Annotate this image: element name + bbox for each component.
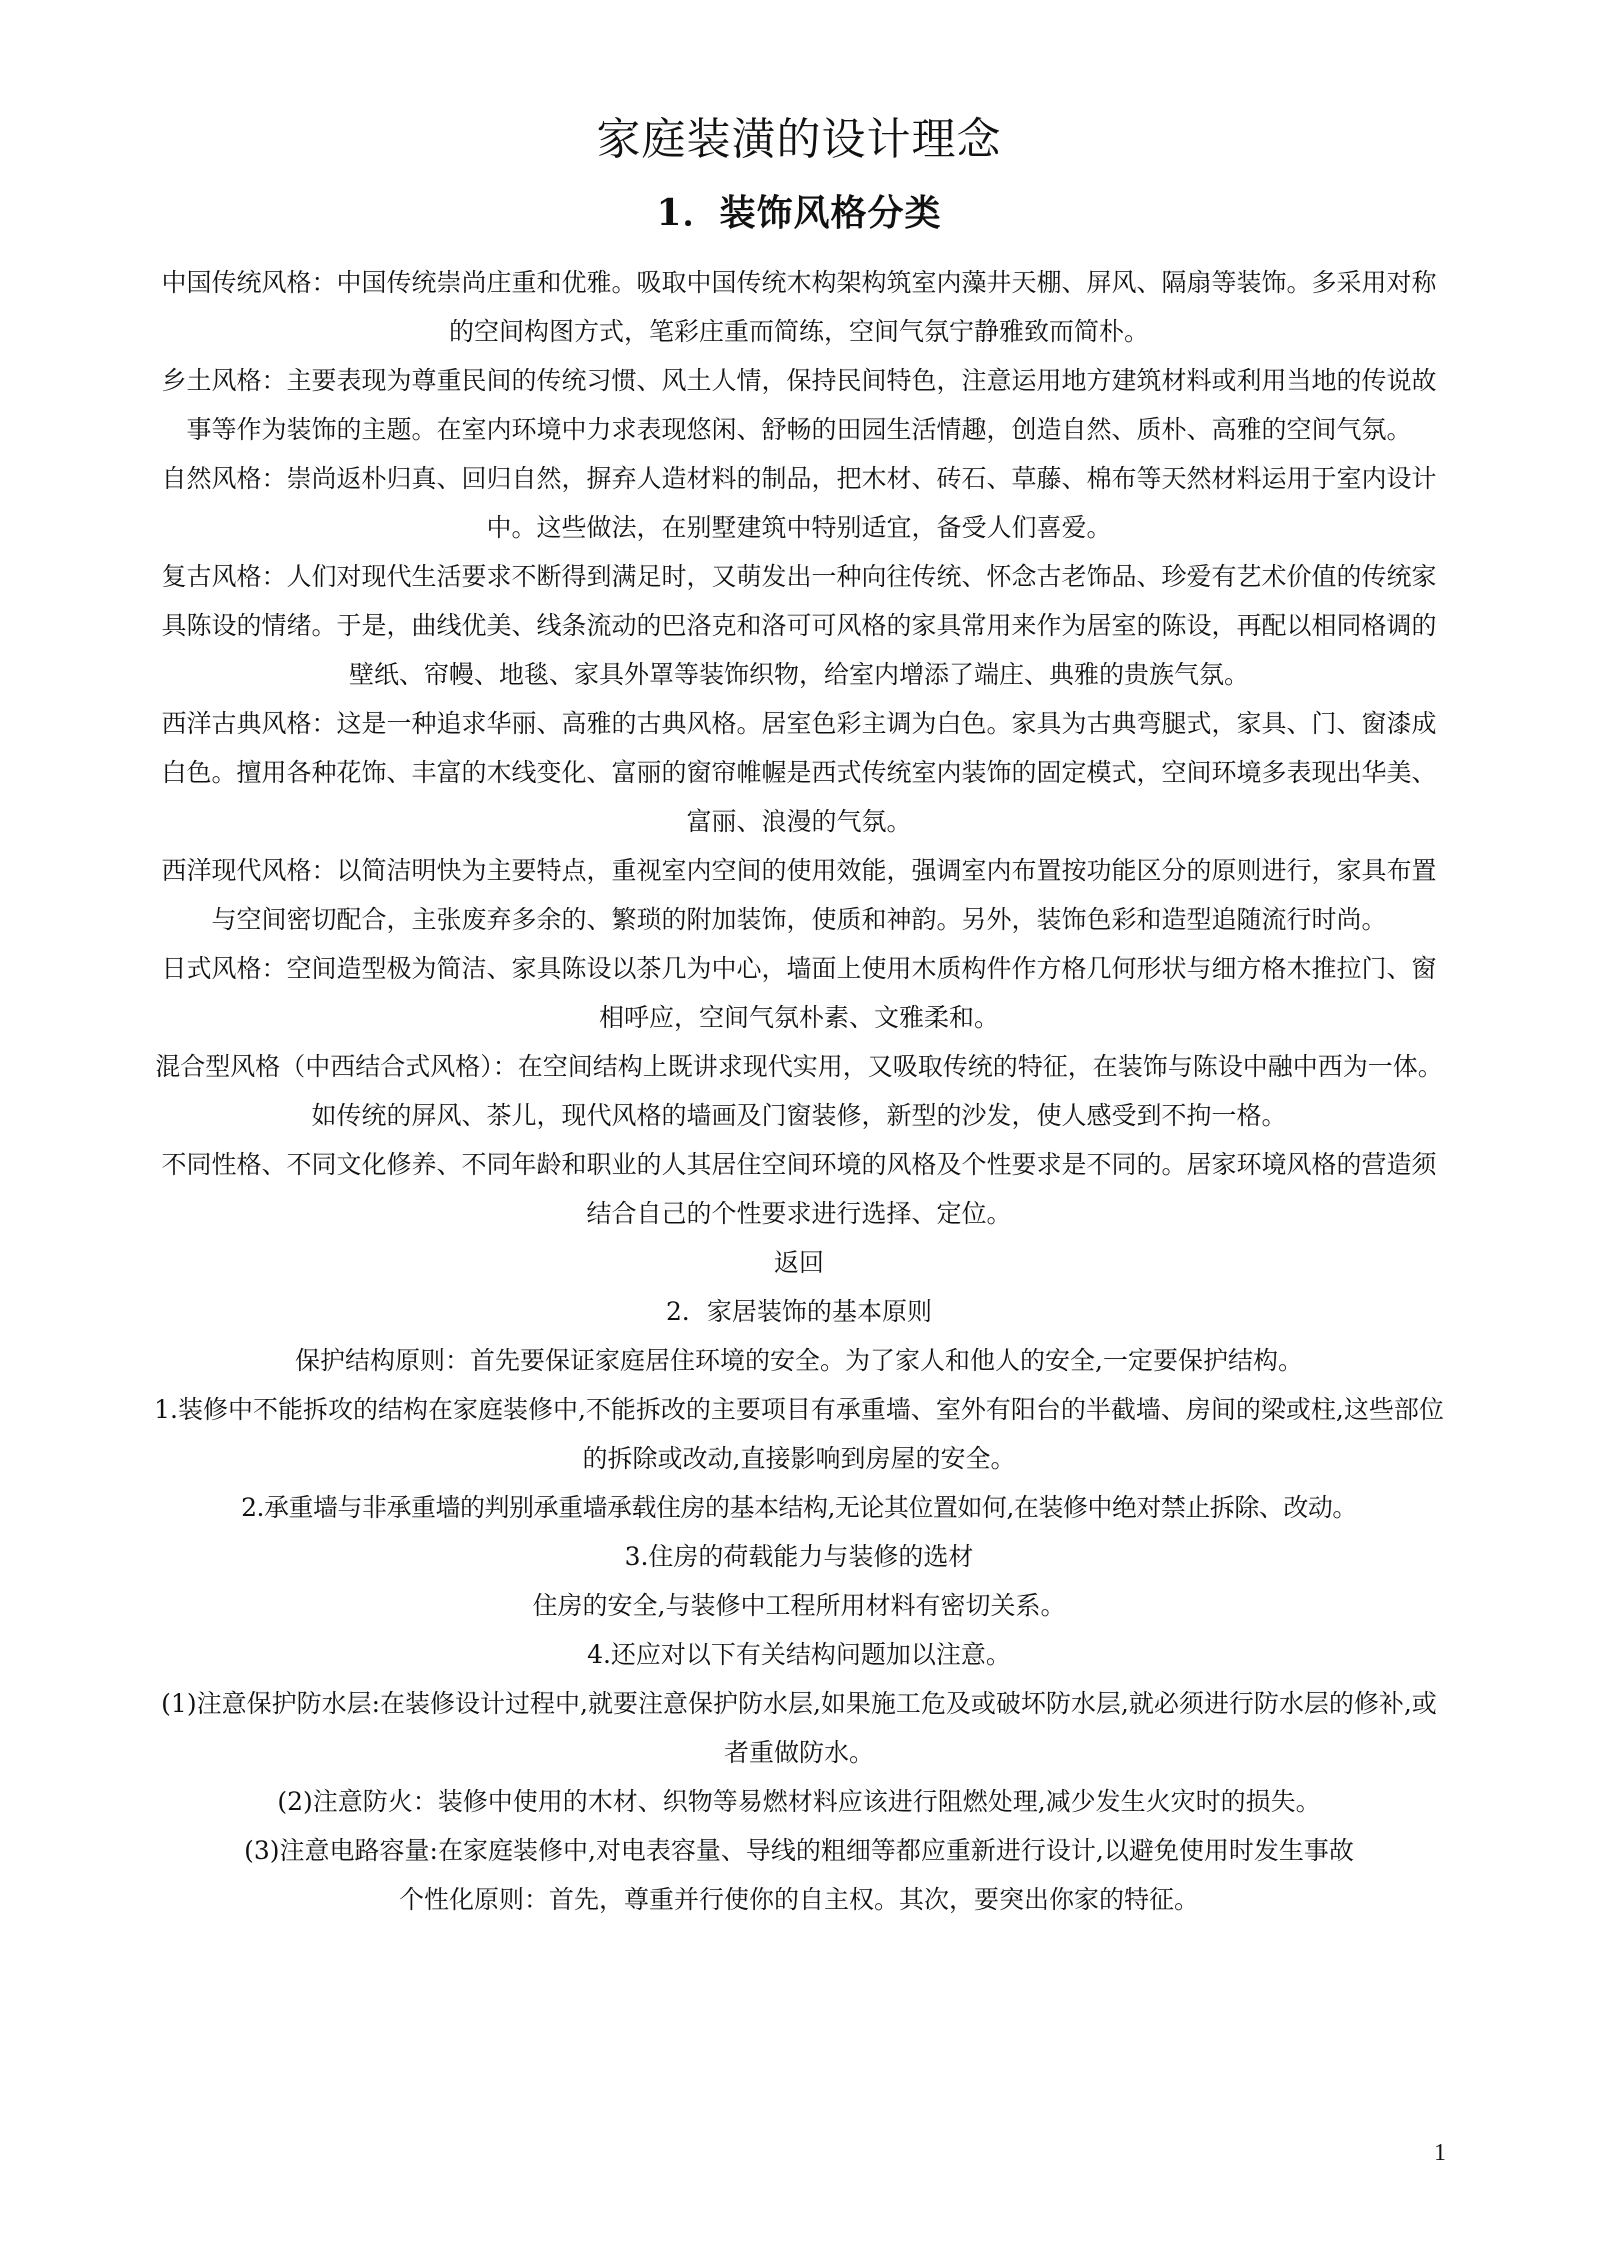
style-paragraph-mixed: 混合型风格（中西结合式风格）：在空间结构上既讲求现代实用，又吸取传统的特征，在装饰与陈设中融中西为一体。如传统的屏风、茶儿，现代风格的墙画及门窗装修，新型的沙发，使人感受到不拘一格。 (155, 1052, 1443, 1130)
principle-item-1: 1.装修中不能拆攻的结构在家庭装修中,不能拆改的主要项目有承重墙、室外有阳台的半截墙、房间的梁或柱,这些部位的拆除或改动,直接影响到房屋的安全。 (154, 1395, 1444, 1473)
document-title: 家庭装潢的设计理念 (596, 114, 1002, 165)
style-paragraph-rustic: 乡土风格：主要表现为尊重民间的传统习惯、风土人情，保持民间特色，注意运用地方建筑材料或利用当地的传说故事等作为装饰的主题。在室内环境中力求表现悠闲、舒畅的田园生活情趣，创造自然、质朴、高雅的空间气氛。 (161, 366, 1437, 444)
style-paragraph-natural: 自然风格：崇尚返朴归真、回归自然，摒弃人造材料的制品，把木材、砖石、草藤、棉布等天然材料运用于室内设计中。这些做法，在别墅建筑中特别适宜，备受人们喜爱。 (161, 464, 1437, 542)
principle-personalization: 个性化原则：首先，尊重并行使你的自主权。其次，要突出你家的特征。 (398, 1885, 1199, 1914)
style-paragraph-western-modern: 西洋现代风格：以简洁明快为主要特点，重视室内空间的使用效能，强调室内布置按功能区分的原则进行，家具布置与空间密切配合，主张废弃多余的、繁琐的附加装饰，使质和神韵。另外，装饰色彩和造型追随流行时尚。 (161, 856, 1437, 934)
style-paragraph-summary: 不同性格、不同文化修养、不同年龄和职业的人其居住空间环境的风格及个性要求是不同的。居家环境风格的营造须结合自己的个性要求进行选择、定位。 (161, 1150, 1437, 1228)
principle-subitem-fire: (2)注意防火：装修中使用的木材、织物等易燃材料应该进行阻燃处理,减少发生火灾时的损失。 (277, 1787, 1321, 1816)
section-1-title: 1．装饰风格分类 (656, 192, 942, 234)
principle-subitem-waterproof: (1)注意保护防水层:在装修设计过程中,就要注意保护防水层,如果施工危及或破坏防水层,就必须进行防水层的修补,或者重做防水。 (161, 1689, 1437, 1767)
style-paragraph-western-classical: 西洋古典风格：这是一种追求华丽、高雅的古典风格。居室色彩主调为白色。家具为古典弯腿式，家具、门、窗漆成白色。擅用各种花饰、丰富的木线变化、富丽的窗帘帷幄是西式传统室内装饰的固定模式，空间环境多表现出华美、富丽、浪漫的气氛。 (161, 709, 1437, 836)
principle-item-3-detail: 住房的安全,与装修中工程所用材料有密切关系。 (532, 1591, 1066, 1620)
principle-subitem-circuit: (3)注意电路容量:在家庭装修中,对电表容量、导线的粗细等都应重新进行设计,以避免使用时发生事故 (244, 1836, 1354, 1865)
style-paragraph-retro: 复古风格：人们对现代生活要求不断得到满足时，又萌发出一种向往传统、怀念古老饰品、珍爱有艺术价值的传统家具陈设的情绪。于是，曲线优美、线条流动的巴洛克和洛可可风格的家具常用来作为居室的陈设，再配以相同格调的壁纸、帘幔、地毯、家具外罩等装饰织物，给室内增添了端庄、典雅的贵族气氛。 (161, 562, 1437, 689)
section-2-title: 2．家居装饰的基本原则 (666, 1297, 932, 1326)
principle-structure-protection: 保护结构原则：首先要保证家庭居住环境的安全。为了家人和他人的安全,一定要保护结构。 (295, 1346, 1303, 1375)
style-paragraph-chinese-traditional: 中国传统风格：中国传统崇尚庄重和优雅。吸取中国传统木构架构筑室内藻井天棚、屏风、隔扇等装饰。多采用对称的空间构图方式，笔彩庄重而简练，空间气氛宁静雅致而简朴。 (161, 268, 1437, 346)
principle-item-4: 4.还应对以下有关结构问题加以注意。 (587, 1640, 1011, 1669)
principle-item-2: 2.承重墙与非承重墙的判别承重墙承载住房的基本结构,无论其位置如何,在装修中绝对禁止拆除、改动。 (241, 1493, 1357, 1522)
style-paragraph-japanese: 日式风格：空间造型极为简洁、家具陈设以茶几为中心，墙面上使用木质构件作方格几何形状与细方格木推拉门、窗相呼应，空间气氛朴素、文雅柔和。 (161, 954, 1437, 1032)
document-page (150, 110, 1448, 1924)
principle-item-3: 3.住房的荷载能力与装修的选材 (624, 1542, 974, 1571)
page-number: 1 (1434, 2140, 1446, 2166)
back-link[interactable]: 返回 (773, 1248, 824, 1277)
